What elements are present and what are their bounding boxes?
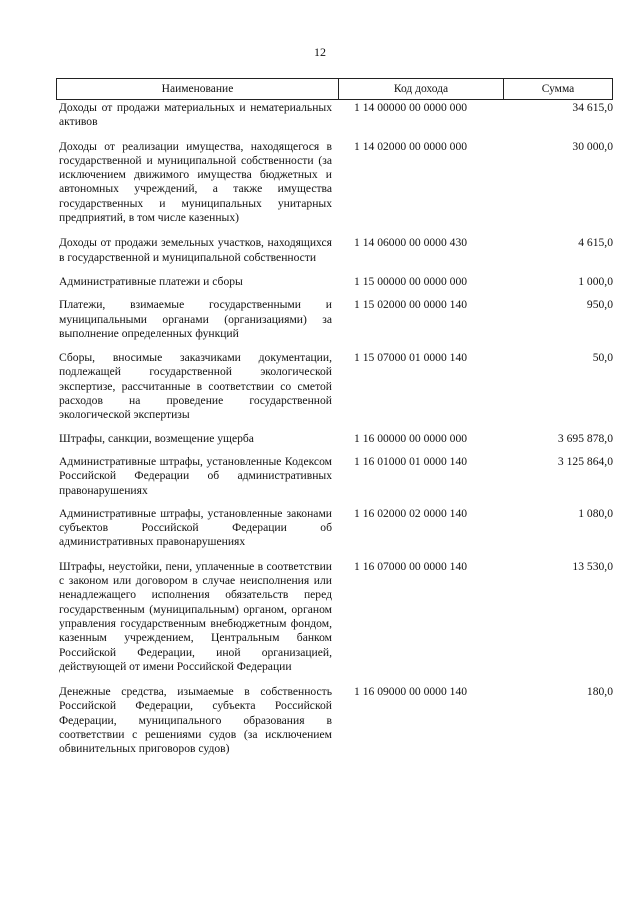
row-amount: 50,0 <box>592 351 613 365</box>
row-code: 1 14 02000 00 0000 000 <box>354 139 468 153</box>
row-amount: 4 615,0 <box>578 236 613 250</box>
revenue-table <box>56 78 613 757</box>
row-name: Штрафы, санкции, возмещение ущерба <box>59 431 254 445</box>
table-header <box>56 78 613 100</box>
row-amount: 3 695 878,0 <box>557 431 613 445</box>
row-amount: 30 000,0 <box>572 139 613 153</box>
row-name: Штрафы, неустойки, пени, уплаченные в соответствии с законом или договором в случае неисполнения или ненадлежащего исполнения обязательств перед государственным (муниципальным) органом, органом управления государственным внебюджетным фондом, казенным учреждением, Центральным банком Российской Федерации, иной организацией, действующей от имени Российской Федерации <box>59 559 332 673</box>
table-row <box>56 236 613 265</box>
row-code: 1 14 06000 00 0000 430 <box>354 236 468 250</box>
row-name: Денежные средства, изымаемые в собственность Российской Федерации, субъекта Российской Федерации, муниципального образования в соответствии с решениями судов (за исключением обвинительных приговоров судов) <box>59 685 332 756</box>
row-code: 1 16 01000 01 0000 140 <box>354 454 468 468</box>
table-row <box>56 351 613 422</box>
row-amount: 13 530,0 <box>572 559 613 573</box>
row-code: 1 15 07000 01 0000 140 <box>354 351 468 365</box>
header-code: Код дохода <box>339 79 504 99</box>
row-amount: 1 080,0 <box>578 506 613 520</box>
table-row <box>56 507 613 550</box>
header-name: Наименование <box>57 79 339 99</box>
row-code: 1 15 02000 00 0000 140 <box>354 298 468 312</box>
row-amount: 950,0 <box>586 298 613 312</box>
row-amount: 1 000,0 <box>578 274 613 288</box>
row-name: Доходы от продажи материальных и нематериальных активов <box>59 101 332 129</box>
header-amount: Сумма <box>541 83 575 95</box>
row-amount: 180,0 <box>586 685 613 699</box>
row-code: 1 16 07000 00 0000 140 <box>354 559 468 573</box>
row-code: 1 16 00000 00 0000 000 <box>354 431 468 445</box>
row-name: Доходы от продажи земельных участков, находящихся в государственной и муниципальной собственности <box>59 236 332 264</box>
table-row <box>56 140 613 226</box>
row-code: 1 15 00000 00 0000 000 <box>354 274 468 288</box>
table-row <box>56 432 613 446</box>
row-name: Административные штрафы, установленные Кодексом Российской Федерации об административных правонарушениях <box>59 454 332 497</box>
table-row <box>56 685 613 756</box>
table-row <box>56 560 613 674</box>
row-name: Платежи, взимаемые государственными и муниципальными органами (организациями) за выполнение определенных функций <box>59 298 332 340</box>
table-row <box>56 101 613 130</box>
table-row <box>56 298 613 341</box>
row-amount: 34 615,0 <box>572 101 613 114</box>
row-name: Сборы, вносимые заказчиками документации, подлежащей государственной экологической экспертизе, рассчитанные в соответствии со сметой расходов на проведение государственной экологической экспертизы <box>59 351 332 422</box>
row-name: Доходы от реализации имущества, находящегося в государственной и муниципальной собственности (за исключением движимого имущества бюджетных и автономных учреждений, а также имущества государственных и муниципальных унитарных предприятий, в том числе казенных) <box>59 139 332 225</box>
table-row <box>56 275 613 289</box>
table-row <box>56 455 613 498</box>
page-number: 12 <box>314 45 326 59</box>
row-code: 1 14 00000 00 0000 000 <box>354 101 468 114</box>
row-code: 1 16 02000 02 0000 140 <box>354 506 468 520</box>
row-amount: 3 125 864,0 <box>557 454 613 468</box>
row-code: 1 16 09000 00 0000 140 <box>354 685 468 699</box>
row-name: Административные штрафы, установленные законами субъектов Российской Федерации об административных правонарушениях <box>59 506 332 549</box>
row-name: Административные платежи и сборы <box>59 274 243 288</box>
